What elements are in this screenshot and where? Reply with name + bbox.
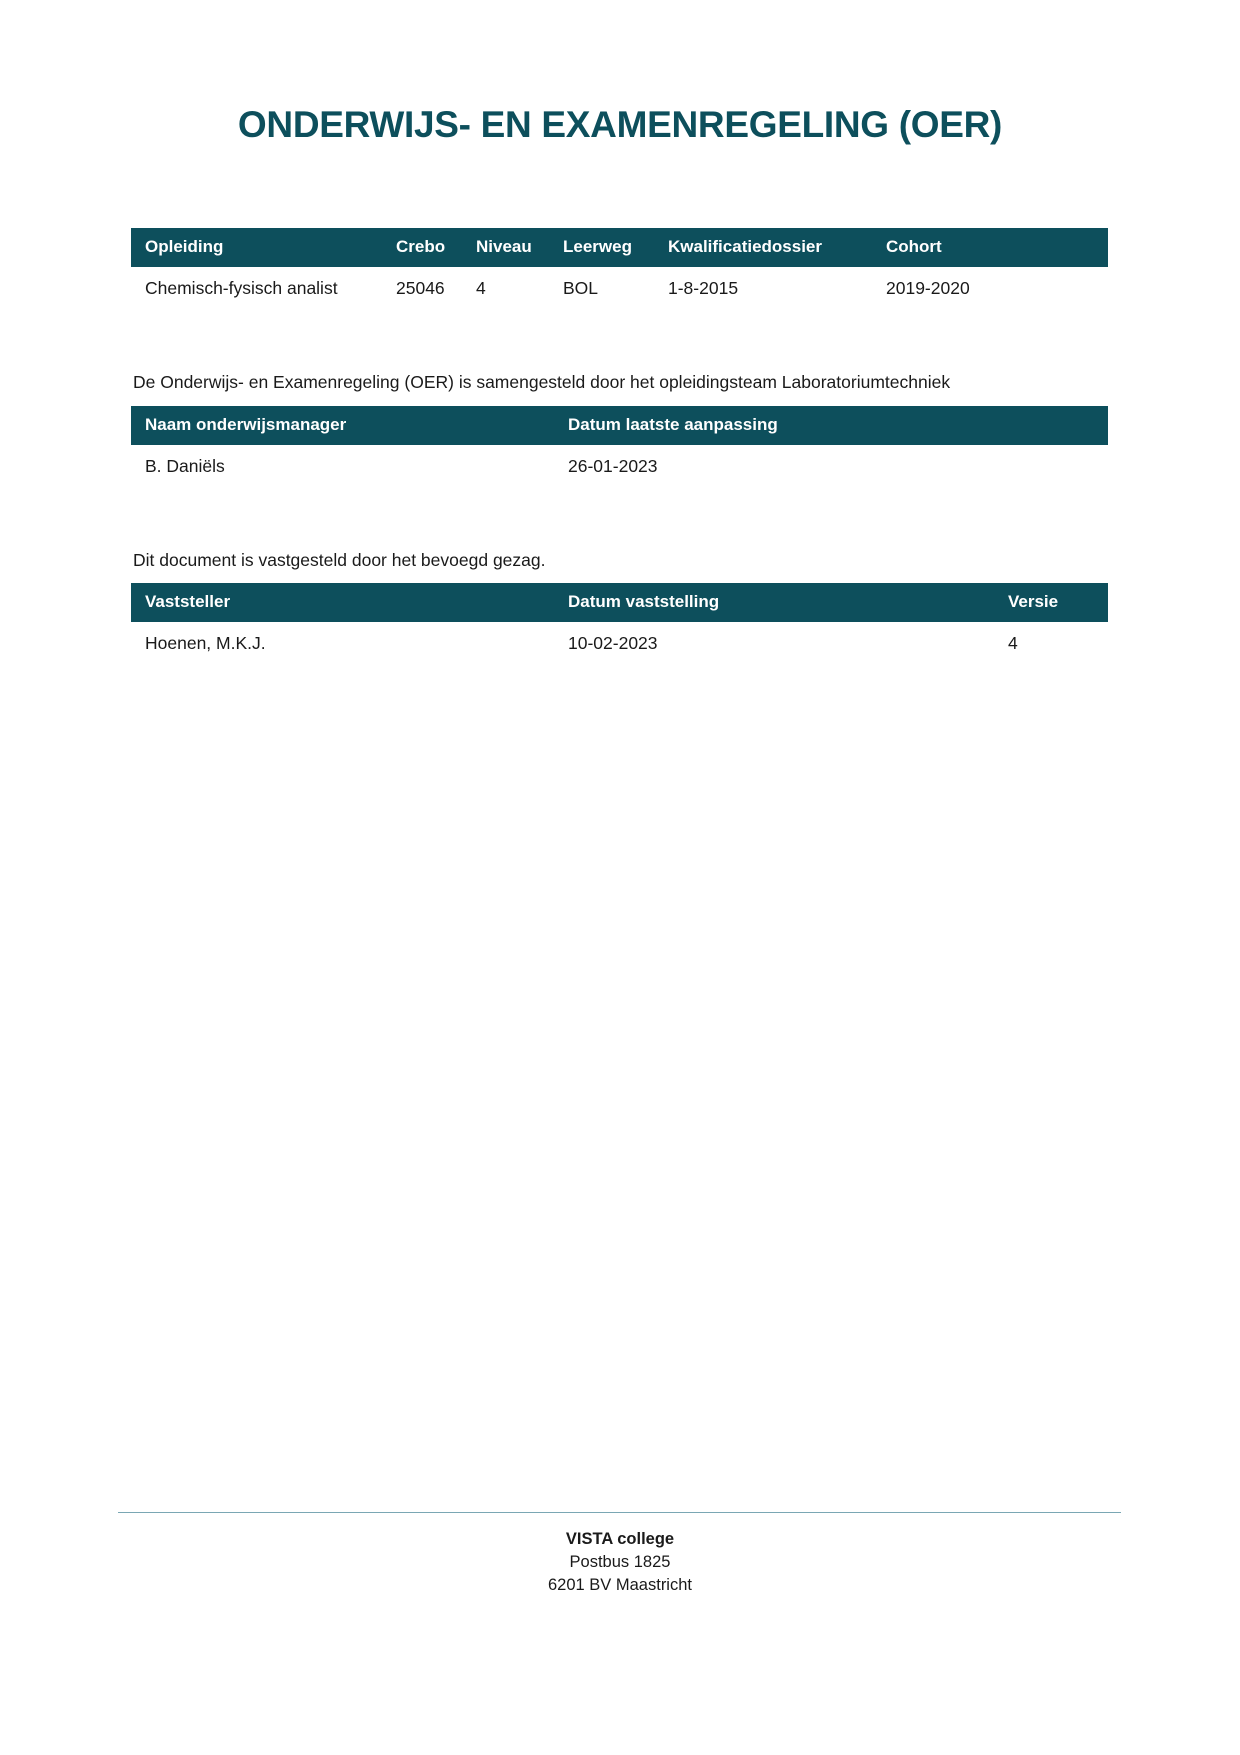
- cell-versie: 4: [1008, 622, 1108, 664]
- cell-vaststeller: Hoenen, M.K.J.: [131, 622, 568, 664]
- cell-opleiding: Chemisch-fysisch analist: [131, 267, 396, 309]
- column-header-naam-onderwijsmanager: Naam onderwijsmanager: [131, 406, 568, 445]
- table-row: [131, 267, 1108, 309]
- column-header-kwalificatiedossier: Kwalificatiedossier: [668, 228, 886, 267]
- column-header-datum-laatste-aanpassing: Datum laatste aanpassing: [568, 406, 1108, 445]
- footer-address-line-1: Postbus 1825: [569, 1553, 671, 1571]
- cell-datum-laatste-aanpassing: 26-01-2023: [568, 445, 1108, 487]
- manager-intro-text: De Onderwijs- en Examenregeling (OER) is samengesteld door het opleidingsteam Laboratoriumtechniek: [133, 372, 951, 392]
- table-row: [131, 445, 1108, 487]
- table-header-row: [131, 228, 1108, 267]
- cell-cohort: 2019-2020: [886, 267, 1108, 309]
- manager-table: [131, 406, 1108, 487]
- column-header-opleiding: Opleiding: [131, 228, 396, 267]
- cell-naam-onderwijsmanager: B. Daniëls: [131, 445, 568, 487]
- column-header-datum-vaststelling: Datum vaststelling: [568, 583, 1008, 622]
- column-header-leerweg: Leerweg: [563, 228, 668, 267]
- footer-address-line-2: 6201 BV Maastricht: [548, 1576, 692, 1594]
- column-header-versie: Versie: [1008, 583, 1108, 622]
- cell-leerweg: BOL: [563, 267, 668, 309]
- column-header-cohort: Cohort: [886, 228, 1108, 267]
- cell-crebo: 25046: [396, 267, 476, 309]
- page-footer: [0, 1528, 1240, 1597]
- page-title: ONDERWIJS- EN EXAMENREGELING (OER): [237, 104, 1003, 145]
- table-header-row: [131, 583, 1108, 622]
- column-header-vaststeller: Vaststeller: [131, 583, 568, 622]
- vaststeller-intro-text: Dit document is vastgesteld door het bevoegd gezag.: [133, 550, 546, 570]
- column-header-crebo: Crebo: [396, 228, 476, 267]
- cell-kwalificatiedossier: 1-8-2015: [668, 267, 886, 309]
- footer-organisation: VISTA college: [565, 1530, 675, 1548]
- footer-divider: [118, 1512, 1121, 1513]
- column-header-niveau: Niveau: [476, 228, 563, 267]
- opleiding-table: [131, 228, 1108, 309]
- table-row: [131, 622, 1108, 664]
- cell-datum-vaststelling: 10-02-2023: [568, 622, 1008, 664]
- vaststeller-table: [131, 583, 1108, 664]
- table-header-row: [131, 406, 1108, 445]
- cell-niveau: 4: [476, 267, 563, 309]
